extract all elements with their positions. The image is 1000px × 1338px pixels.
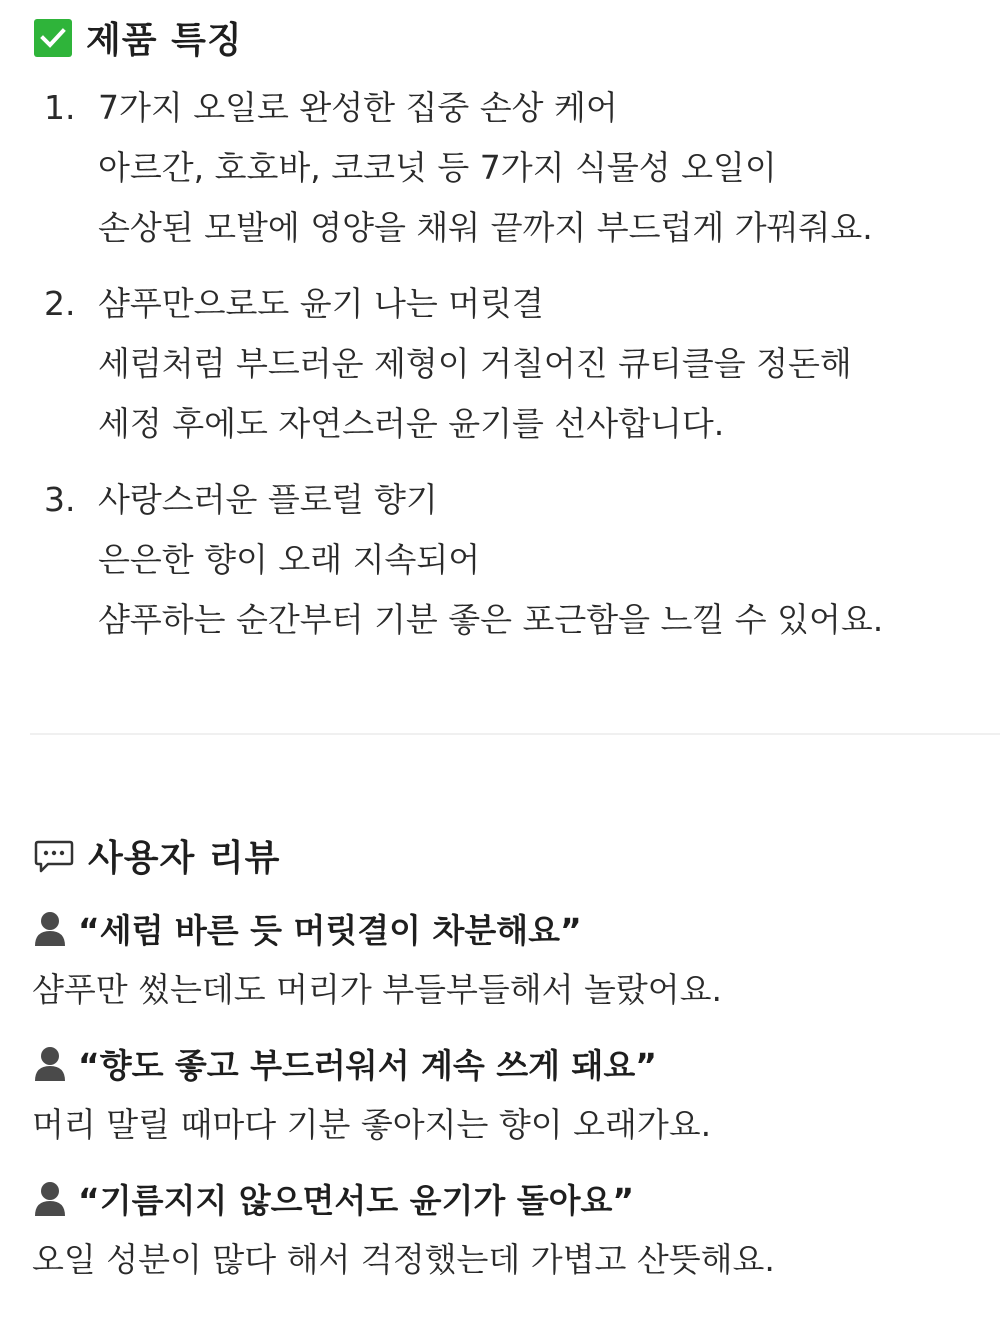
- review-text: 머리 말릴 때마다 기분 좋아지는 향이 오래가요.: [32, 1105, 712, 1144]
- feature-description-line: 아르간, 호호바, 코코넛 등 7가지 식물성 오일이: [98, 148, 777, 187]
- review-quote: “세럼 바른 듯 머릿결이 차분해요”: [78, 910, 582, 950]
- feature-description-line: 샴푸하는 순간부터 기분 좋은 포근함을 느낄 수 있어요.: [98, 600, 884, 639]
- feature-heading: 샴푸만으로도 윤기 나는 머릿결: [98, 284, 544, 323]
- speech-bubble-icon: [34, 838, 74, 874]
- feature-number: 3.: [44, 480, 76, 519]
- feature-heading: 사랑스러운 플로럴 향기: [98, 480, 438, 519]
- feature-description-line: 세정 후에도 자연스러운 윤기를 선사합니다.: [98, 404, 725, 443]
- feature-number: 1.: [44, 88, 76, 127]
- review-quote: “기름지지 않으면서도 윤기가 돌아요”: [78, 1180, 635, 1220]
- review-text: 샴푸만 썼는데도 머리가 부들부들해서 놀랐어요.: [32, 970, 723, 1009]
- person-silhouette-icon: [32, 908, 68, 948]
- reviews-section-title: [34, 830, 280, 881]
- review-quote: “향도 좋고 부드러워서 계속 쓰게 돼요”: [78, 1045, 657, 1085]
- person-silhouette-icon: [32, 1178, 68, 1218]
- feature-description-line: 세럼처럼 부드러운 제형이 거칠어진 큐티클을 정돈해: [98, 344, 852, 383]
- feature-item-2: [44, 274, 852, 454]
- section-divider: [30, 733, 1000, 735]
- feature-description-line: 은은한 향이 오래 지속되어: [98, 540, 481, 579]
- feature-heading: 7가지 오일로 완성한 집중 손상 케어: [98, 88, 618, 127]
- check-mark-button-icon: [34, 19, 72, 57]
- feature-item-1: [44, 78, 873, 258]
- reviews-title-text: 사용자 리뷰: [88, 838, 281, 879]
- person-silhouette-icon: [32, 1043, 68, 1083]
- review-item-1: [32, 900, 722, 1024]
- feature-description-line: 손상된 모발에 영양을 채워 끝까지 부드럽게 가꿔줘요.: [98, 208, 873, 247]
- review-item-2: [32, 1035, 711, 1159]
- features-title-text: 제품 특징: [86, 20, 243, 61]
- review-item-3: [32, 1170, 775, 1294]
- features-section-title: [34, 12, 243, 63]
- feature-item-3: [44, 470, 883, 650]
- review-text: 오일 성분이 많다 해서 걱정했는데 가볍고 산뜻해요.: [32, 1240, 775, 1279]
- feature-number: 2.: [44, 284, 76, 323]
